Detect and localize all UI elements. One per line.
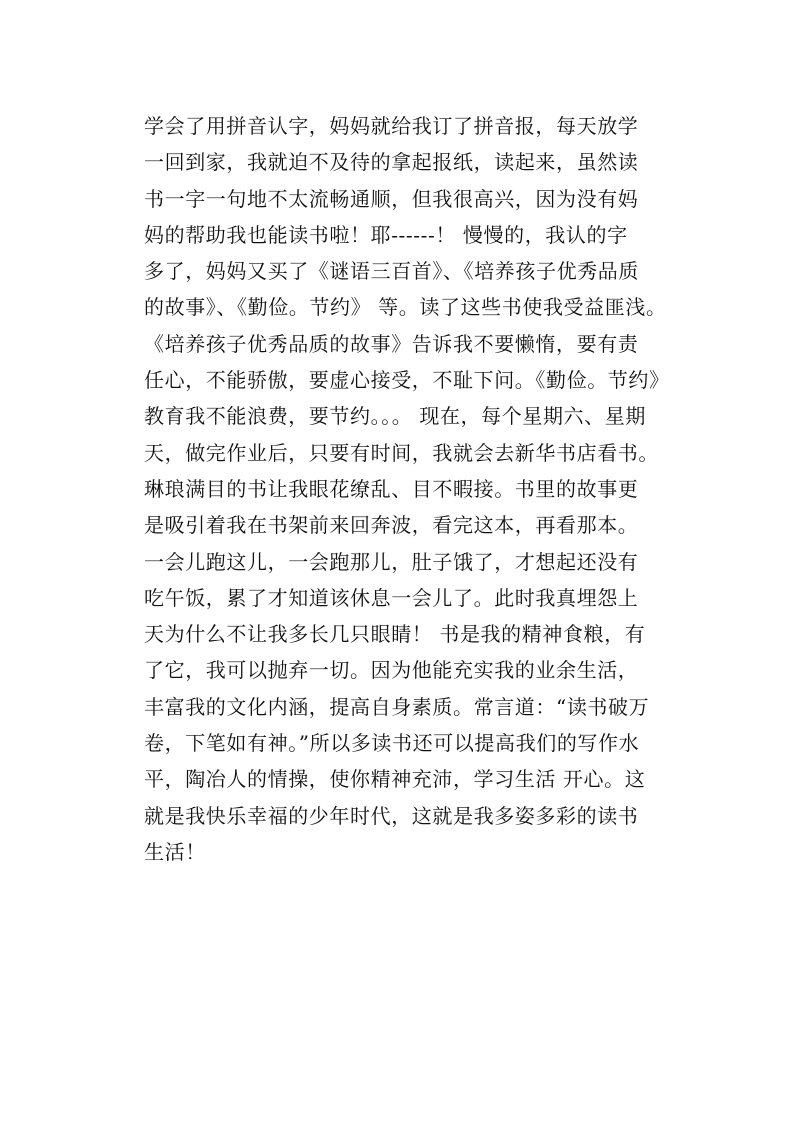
text-line: 卷，下笔如有神。”所以多读书还可以提高我们的写作水 [144,731,640,756]
text-line: 天为什么不让我多长几只眼睛！ 书是我的精神食粮，有 [144,622,646,647]
text-line: 琳琅满目的书让我眼花缭乱、目不暇接。书里的故事更 [144,476,639,501]
text-line: 《培养孩子优秀品质的故事》告诉我不要懒惰，要有责 [144,331,639,356]
text-line: 妈的帮助我也能读书啦！耶------！ 慢慢的，我认的字 [144,222,628,247]
text-line: 就是我快乐幸福的少年时代，这就是我多姿多彩的读书 [144,803,639,828]
text-line: 的故事》、《勤俭。节约》 等。读了这些书使我受益匪浅。 [144,295,667,320]
text-line: 学会了用拼音认字，妈妈就给我订了拼音报，每天放学 [144,114,639,138]
text-line: 天，做完作业后，只要有时间，我就会去新华书店看书。 [144,440,659,465]
text-line: 多了，妈妈又买了《谜语三百首》、《培养孩子优秀品质 [144,259,639,284]
text-line: 书一字一句地不太流畅通顺，但我很高兴，因为没有妈 [144,186,639,211]
text-line: 是吸引着我在书架前来回奔波，看完这本，再看那本。 [144,513,639,538]
text-line: 丰富我的文化内涵，提高自身素质。常言道：“读书破万 [144,694,650,719]
text-line: 了它，我可以抛弃一切。因为他能充实我的业余生活， [144,658,639,683]
text-line: 吃午饭，累了才知道该休息一会儿了。此时我真埋怨上 [144,585,639,610]
body-text [144,108,704,870]
text-line: 生活！ [144,839,206,864]
text-line: 一回到家，我就迫不及待的拿起报纸，读起来，虽然读 [144,150,639,175]
text-line: 平，陶冶人的情操，使你精神充沛，学习生活 开心。这 [144,767,646,792]
text-line: 教育我不能浪费，要节约。。。 现在，每个星期六、星期 [144,404,646,429]
text-line: 一会儿跑这儿，一会跑那儿，肚子饿了，才想起还没有 [144,549,639,574]
text-line: 任心，不能骄傲，要虚心接受，不耻下问。《勤俭。节约》 [144,368,670,393]
